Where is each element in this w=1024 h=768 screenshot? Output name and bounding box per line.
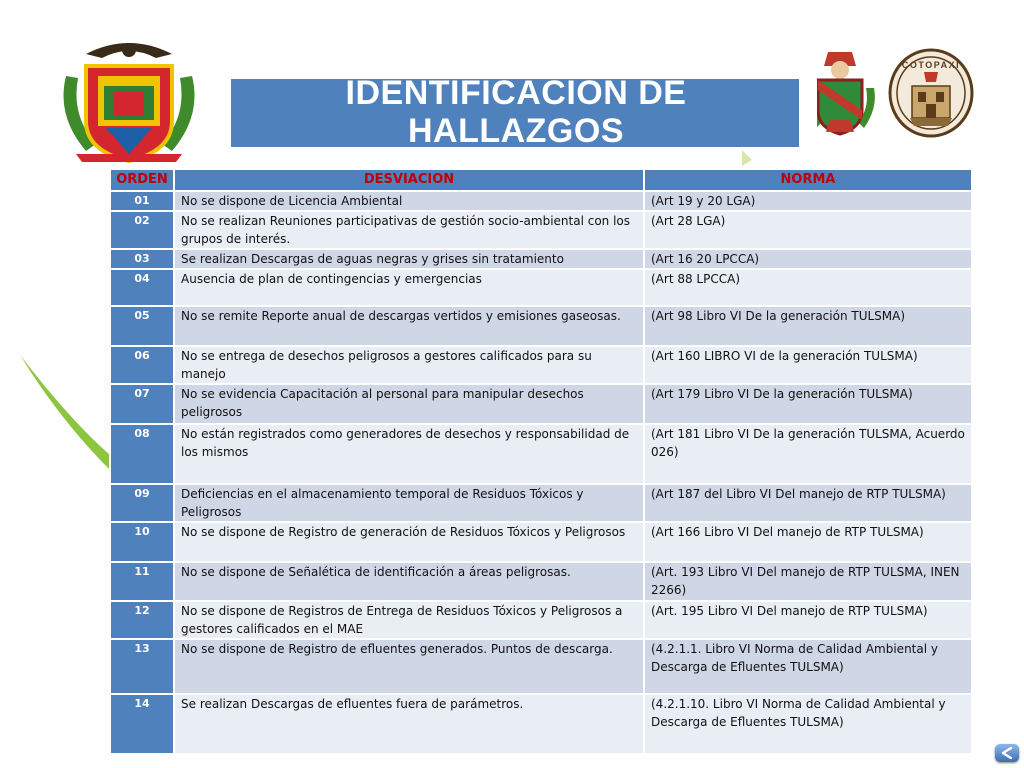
cell-desviacion: No se dispone de Registro de efluentes generados. Puntos de descarga. [174,639,644,694]
table-row [110,346,972,384]
page-title-line1: IDENTIFICACIÓN DE [345,74,687,112]
table-row [110,639,972,694]
cell-desviacion: Se realizan Descargas de aguas negras y grises sin tratamiento [174,249,644,269]
cell-orden: 01 [110,191,174,211]
header-desviacion: DESVIACION [174,169,644,191]
table-row [110,269,972,306]
cell-norma: (Art 98 Libro VI De la generación TULSMA) [644,306,972,346]
cell-orden: 06 [110,346,174,384]
cell-orden: 11 [110,562,174,601]
cell-desviacion: No se dispone de Registro de generación de Residuos Tóxicos y Peligrosos [174,522,644,562]
cell-norma: (Art 187 del Libro VI Del manejo de RTP TULSMA) [644,484,972,522]
cell-norma: (Art 160 LIBRO VI de la generación TULSMA) [644,346,972,384]
table-row [110,424,972,484]
cell-norma: (Art. 193 Libro VI Del manejo de RTP TULSMA, INEN 2266) [644,562,972,601]
table-row [110,484,972,522]
cell-orden: 14 [110,694,174,754]
table-row [110,191,972,211]
cell-orden: 08 [110,424,174,484]
cell-norma: (4.2.1.1. Libro VI Norma de Calidad Ambiental y Descarga de Efluentes TULSMA) [644,639,972,694]
table-row [110,306,972,346]
cell-desviacion: No están registrados como generadores de desechos y responsabilidad de los mismos [174,424,644,484]
table-row [110,522,972,562]
cell-orden: 12 [110,601,174,639]
table-row [110,211,972,249]
table-row [110,249,972,269]
cell-desviacion: No se dispone de Licencia Ambiental [174,191,644,211]
table-row [110,694,972,754]
cell-desviacion: Deficiencias en el almacenamiento temporal de Residuos Tóxicos y Peligrosos [174,484,644,522]
cell-norma: (Art. 195 Libro VI Del manejo de RTP TULSMA) [644,601,972,639]
cell-desviacion: Ausencia de plan de contingencias y emergencias [174,269,644,306]
page-title-line2: HALLAZGOS [407,112,625,150]
cotopaxi-logo [888,48,974,138]
table-header-row [110,169,972,191]
header-orden: ORDEN [110,169,174,191]
cell-desviacion: No se dispone de Señalética de identificación a áreas peligrosas. [174,562,644,601]
findings-table [109,168,973,755]
cell-orden: 04 [110,269,174,306]
cell-desviacion: No se evidencia Capacitación al personal para manipular desechos peligrosos [174,384,644,424]
cell-desviacion: No se realizan Reuniones participativas de gestión socio-ambiental con los grupos de interés. [174,211,644,249]
cotopaxi-logo-text: COTOPAXI [901,60,961,70]
table-row [110,601,972,639]
cell-norma: (4.2.1.10. Libro VI Norma de Calidad Ambiental y Descarga de Efluentes TULSMA) [644,694,972,754]
cell-desviacion: No se remite Reporte anual de descargas vertidos y emisiones gaseosas. [174,306,644,346]
header-norma: NORMA [644,169,972,191]
cell-orden: 02 [110,211,174,249]
cell-desviacion: Se realizan Descargas de efluentes fuera de parámetros. [174,694,644,754]
cell-orden: 13 [110,639,174,694]
back-nav-button[interactable] [995,744,1019,762]
cell-desviacion: No se dispone de Registros de Entrega de Residuos Tóxicos y Peligrosos a gestores calificados en el MAE [174,601,644,639]
table-row [110,562,972,601]
coat-of-arms-logo [56,36,202,166]
cell-norma: (Art 88 LPCCA) [644,269,972,306]
cell-orden: 05 [110,306,174,346]
table-row [110,384,972,424]
cell-norma: (Art 19 y 20 LGA) [644,191,972,211]
cell-norma: (Art 16 20 LPCCA) [644,249,972,269]
cell-orden: 03 [110,249,174,269]
page-title [231,74,801,150]
back-arrow-icon [999,747,1015,759]
cell-desviacion: No se entrega de desechos peligrosos a gestores calificados para su manejo [174,346,644,384]
cell-orden: 09 [110,484,174,522]
cell-orden: 10 [110,522,174,562]
cell-norma: (Art 166 Libro VI Del manejo de RTP TULSMA) [644,522,972,562]
cell-norma: (Art 181 Libro VI De la generación TULSMA, Acuerdo 026) [644,424,972,484]
cell-norma: (Art 179 Libro VI De la generación TULSMA) [644,384,972,424]
cell-orden: 07 [110,384,174,424]
cell-norma: (Art 28 LGA) [644,211,972,249]
